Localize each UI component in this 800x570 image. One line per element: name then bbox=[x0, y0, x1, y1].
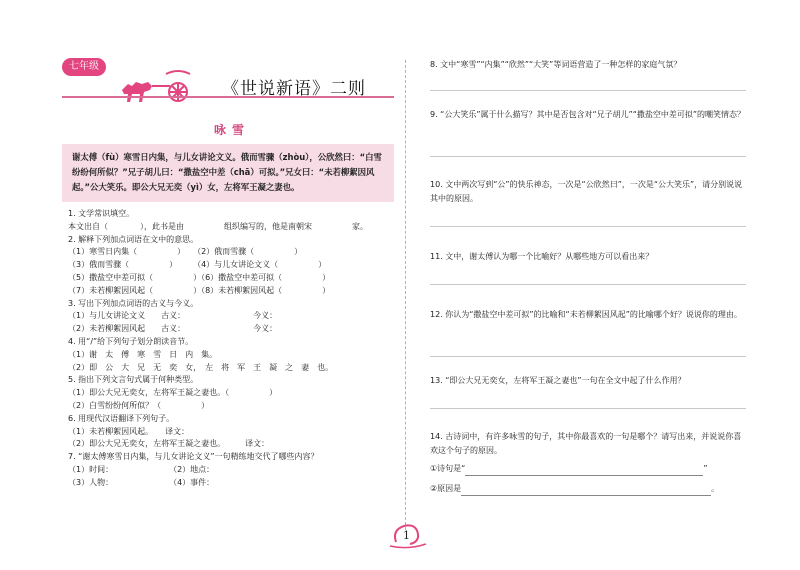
question-2: 2. 解释下列加点词语在文中的意思。 bbox=[68, 234, 199, 244]
passage-box bbox=[62, 144, 394, 202]
horse-chariot-icon bbox=[118, 68, 234, 112]
question-7-item: （3）人物： （4）事件： bbox=[68, 477, 215, 487]
question-5: 5. 指出下列文言句式属于何种类型。 bbox=[68, 375, 199, 385]
q14-close-quote: ” bbox=[703, 464, 708, 473]
question-3-item: （1）与儿女讲论文义 古义： 今义： bbox=[68, 311, 278, 321]
question-4-item: （1）谢 太 傅 寒 雪 日 内 集。 bbox=[68, 349, 218, 359]
question-12: 12. 你认为“撒盐空中差可拟”的比喻和“未若柳絮因风起”的比喻哪个好？说说你的理由。 bbox=[430, 310, 742, 319]
question-1-blank: 本文出自（ ），此书是由 组织编写的，他是南朝宋 家。 bbox=[68, 221, 368, 231]
page-number-ornament bbox=[388, 520, 428, 550]
question-7: 7. “谢太傅寒雪日内集，与儿女讲论文义”一句精练地交代了哪些内容？ bbox=[68, 452, 319, 462]
question-6: 6. 用现代汉语翻译下列句子。 bbox=[68, 413, 175, 423]
left-question-list bbox=[68, 208, 394, 490]
lesson-subtitle: 咏雪 bbox=[214, 123, 251, 137]
answer-line bbox=[430, 284, 746, 285]
question-5-item: （1）即公大兄无奕女，左将军王凝之妻也。（ ） bbox=[68, 388, 278, 398]
passage-text: 谢太傅（fù）寒雪日内集，与儿女讲论文义。俄而雪骤（zhòu），公欣然曰：“白雪纷纷何所似？”兄子胡儿曰：“撒盐空中差（chā）可拟。”兄女曰：“未若柳絮因风起。”公大笑乐。即公大兄无奕（yì）女，左将军王凝之妻也。 bbox=[72, 152, 382, 192]
question-2-item: （5）撒盐空中差可拟（ ）（6）撒盐空中差可拟（ ） bbox=[68, 272, 331, 282]
q14-reason-blank[interactable] bbox=[461, 486, 711, 496]
question-6-item: （2）即公大兄无奕女，左将军王凝之妻也。 译文： bbox=[68, 439, 270, 449]
left-column bbox=[62, 58, 394, 528]
answer-line bbox=[430, 356, 746, 357]
question-14: 14. 古诗词中，有许多咏雪的句子，其中你最喜欢的一句是哪个？请写出来，并说说你喜欢这个句子的原因。 bbox=[430, 432, 742, 455]
question-2-item: （3）俄而雪骤（ ） （4）与儿女讲论文义（ ） bbox=[68, 260, 327, 270]
question-3: 3. 写出下列加点词语的古义与今义。 bbox=[68, 298, 199, 308]
question-1: 1. 文学常识填空。 bbox=[68, 209, 135, 218]
question-4: 4. 用“/”给下列句子划分朗读音节。 bbox=[68, 336, 194, 346]
question-11: 11. 文中，谢太傅认为哪一个比喻好？从哪些地方可以看出来？ bbox=[430, 252, 654, 261]
question-2-item: （7）未若柳絮因风起（ ）（8）未若柳絮因风起（ ） bbox=[68, 285, 331, 295]
question-3-item: （2）未若柳絮因风起 古义： 今义： bbox=[68, 324, 278, 334]
question-2-item: （1）寒雪日内集（ ） （2）俄而雪骤（ ） bbox=[68, 247, 303, 257]
question-4-item: （2）即 公 大 兄 无 奕 女， 左 将 军 王 凝 之 妻 也。 bbox=[68, 362, 334, 372]
q14-period: 。 bbox=[711, 484, 720, 493]
page-title: 《世说新语》二则 bbox=[222, 79, 366, 99]
question-13: 13. “即公大兄无奕女，左将军王凝之妻也”一句在全文中起了什么作用？ bbox=[430, 376, 686, 385]
question-9: 9. “公大笑乐”属于什么描写？其中是否包含对“兄子胡儿”“撒盐空中差可拟”的嘲笑情态？ bbox=[430, 110, 746, 119]
answer-line bbox=[430, 90, 746, 91]
right-column bbox=[430, 58, 746, 518]
answer-line bbox=[430, 226, 746, 227]
page-number: 1 bbox=[403, 529, 410, 542]
q14-reason-row bbox=[430, 482, 746, 496]
question-10: 10. 文中两次写到“公”的快乐神态，一次是“公欣然曰”，一次是“公大笑乐”，请分别说说其中的原因。 bbox=[430, 180, 743, 203]
grade-badge: 七年级 bbox=[62, 58, 106, 76]
q14-poem-row bbox=[430, 462, 746, 476]
question-7-item: （1）时间： （2）地点： bbox=[68, 464, 215, 474]
q14-poem-label: ①诗句是 bbox=[430, 464, 462, 473]
answer-line bbox=[430, 156, 746, 157]
q14-poem-blank[interactable] bbox=[465, 466, 703, 476]
column-divider bbox=[405, 60, 406, 530]
question-8: 8. 文中“寒雪”“内集”“欣然”“大笑”等词语营造了一种怎样的家庭气氛？ bbox=[430, 60, 682, 69]
answer-line bbox=[430, 408, 746, 409]
question-6-item: （1）未若柳絮因风起。 译文： bbox=[68, 426, 190, 436]
q14-reason-label: ②原因是 bbox=[430, 484, 462, 493]
question-5-item: （2）白雪纷纷何所似？（ ） bbox=[68, 400, 210, 410]
q14-open-quote: “ bbox=[461, 464, 466, 473]
